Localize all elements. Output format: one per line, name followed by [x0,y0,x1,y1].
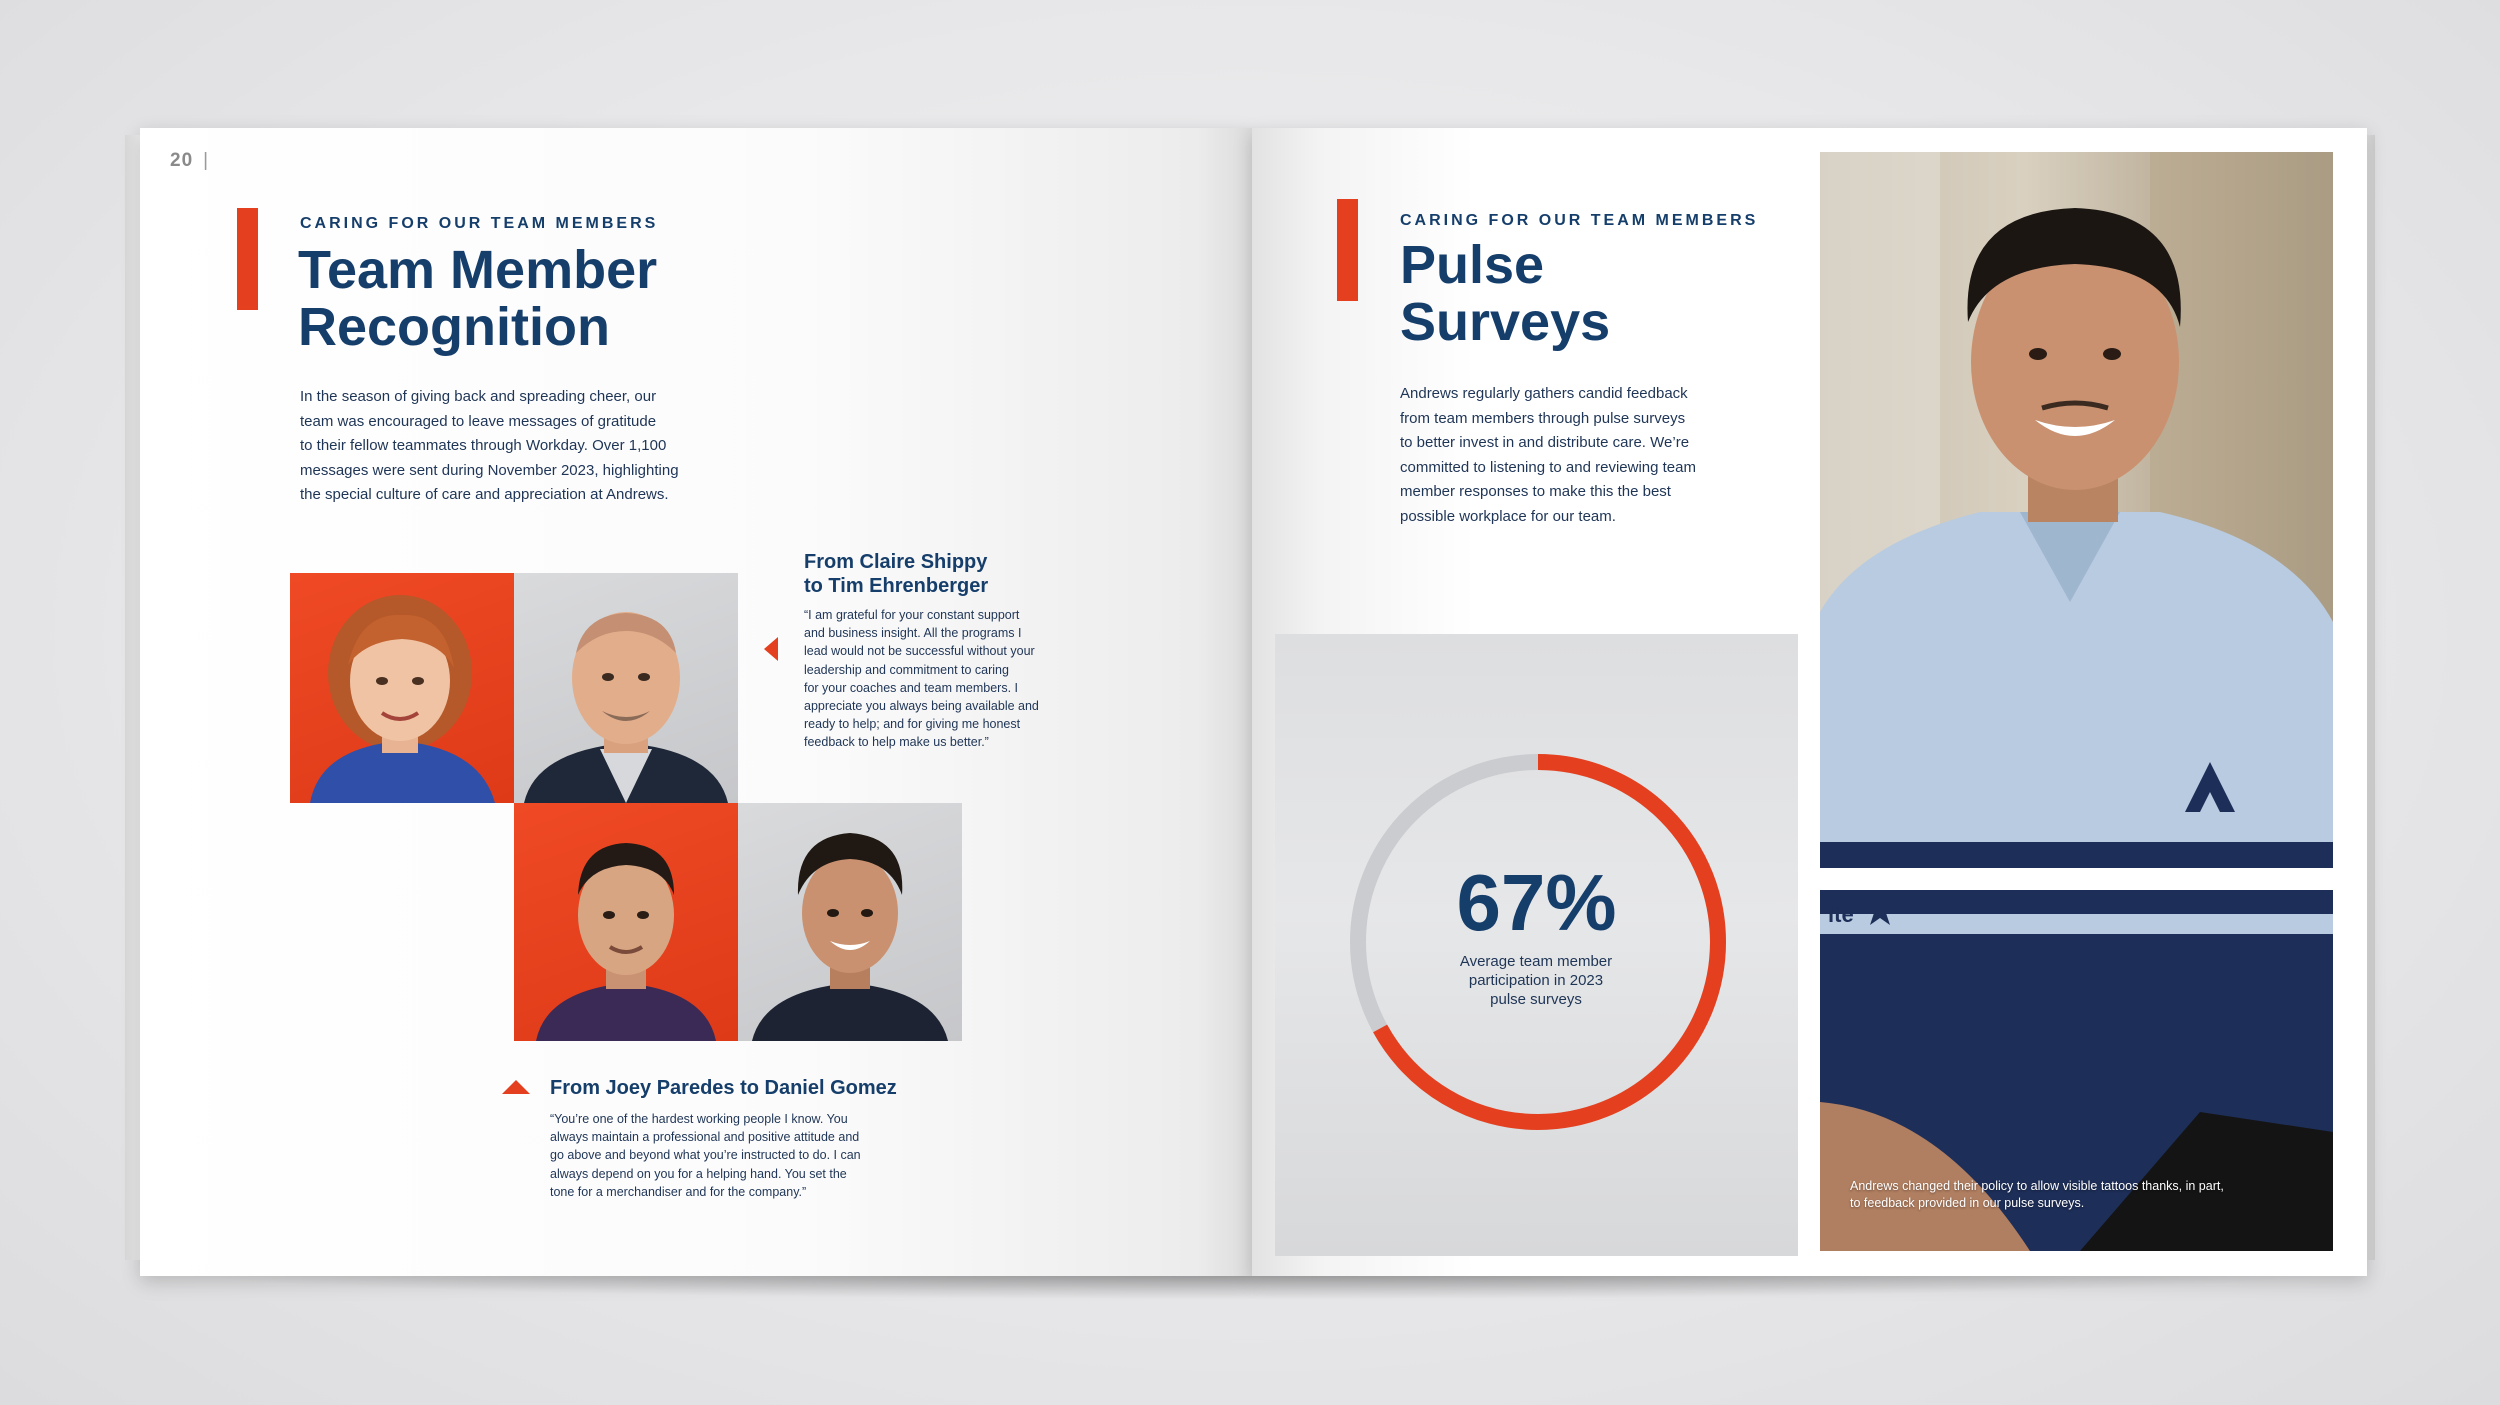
quote-text [804,606,1084,752]
intro-line: the special culture of care and appreciation at Andrews. [300,486,669,503]
quote-line: feedback to help make us better.” [804,735,989,750]
page-number-separator: | [203,150,210,171]
intro-line: from team members through pulse surveys [1400,409,1686,427]
portrait-woman-illustration [290,573,514,803]
pointer-arrow-left-icon [764,637,778,661]
quote-attribution-line: to Tim Ehrenberger [804,575,989,597]
section-kicker: CARING FOR OUR TEAM MEMBERS [300,215,659,232]
page-title [1400,237,1610,351]
quote-line: always maintain a professional and positive attitude and [550,1130,860,1145]
right-page [1252,128,2367,1276]
photo-claire-shippy [290,573,514,803]
portrait-man-illustration [514,803,738,1041]
photo-daniel-gomez [738,803,962,1041]
pointer-arrow-up-icon [502,1080,530,1094]
intro-line: Andrews regularly gathers candid feedback [1400,385,1688,402]
title-line: Surveys [1400,292,1611,352]
stat-label-line: Average team member [1459,953,1613,970]
quote-line: and business insight. All the programs I [804,626,1022,641]
shirt-logo-text: ite [1828,902,1854,927]
quote-line: lead would not be successful without your [804,644,1035,659]
caption-line: to feedback provided in our pulse surveys. [1850,1196,2085,1210]
portrait-man-illustration [514,573,738,803]
photo-joey-paredes [514,803,738,1041]
team-member-photo [1820,152,2333,1251]
intro-line: team was encouraged to leave messages of gratitude [300,412,657,430]
smiling-team-member-illustration [1820,152,2333,1251]
quote-line: leadership and commitment to caring [804,662,1009,677]
accent-bar [237,208,258,310]
intro-line: member responses to make this the best [1400,483,1671,500]
intro-line: committed to listening to and reviewing team [1400,458,1696,476]
quote-line: “You’re one of the hardest working people I know. You [550,1112,848,1126]
portrait-man-illustration [738,803,962,1041]
intro-line: to better invest in and distribute care. We’re [1400,434,1690,451]
page-number-value: 20 [170,150,194,171]
caption-line: Andrews changed their policy to allow visible tattoos thanks, in part, [1850,1179,2224,1193]
participation-stat-panel [1275,634,1798,1256]
accent-bar [1337,199,1358,301]
left-page [140,128,1252,1276]
stat-label-line: participation in 2023 [1468,972,1604,989]
title-line: Team Member [298,240,658,300]
quote-line: go above and beyond what you’re instructed to do. I can [550,1148,861,1163]
intro-line: In the season of giving back and spreading cheer, our [300,388,657,405]
quote-attribution: From Joey Paredes to Daniel Gomez [550,1077,897,1099]
page-number [170,150,209,172]
quote-line: “I am grateful for your constant support [804,608,1020,622]
quote-line: always depend on you for a helping hand. You set the [550,1166,847,1181]
page-title [298,242,657,356]
intro-line: possible workplace for our team. [1400,507,1616,525]
section-kicker: CARING FOR OUR TEAM MEMBERS [1400,212,1759,229]
quote-line: tone for a merchandiser and for the company.” [550,1184,807,1199]
quote-text [550,1110,950,1201]
quote-line: appreciate you always being available and [804,699,1039,714]
quote-line: for your coaches and team members. I [804,680,1018,695]
title-line: Recognition [298,297,610,357]
intro-line: messages were sent during November 2023, highlighting [300,461,679,479]
title-line: Pulse [1400,235,1545,295]
stat-value: 67% [1456,858,1617,947]
quote-line: ready to help; and for giving me honest [804,717,1021,732]
photo-tim-ehrenberger [514,573,738,803]
quote-attribution [804,550,1084,598]
intro-paragraph [300,385,750,508]
quote-attribution-line: From Claire Shippy [804,551,988,573]
photo-caption [1850,1178,2320,1212]
stat-label-line: pulse surveys [1490,991,1582,1008]
stat-label [1436,952,1636,1009]
intro-line: to their fellow teammates through Workday. Over 1,100 [300,437,667,454]
intro-paragraph [1400,382,1780,529]
